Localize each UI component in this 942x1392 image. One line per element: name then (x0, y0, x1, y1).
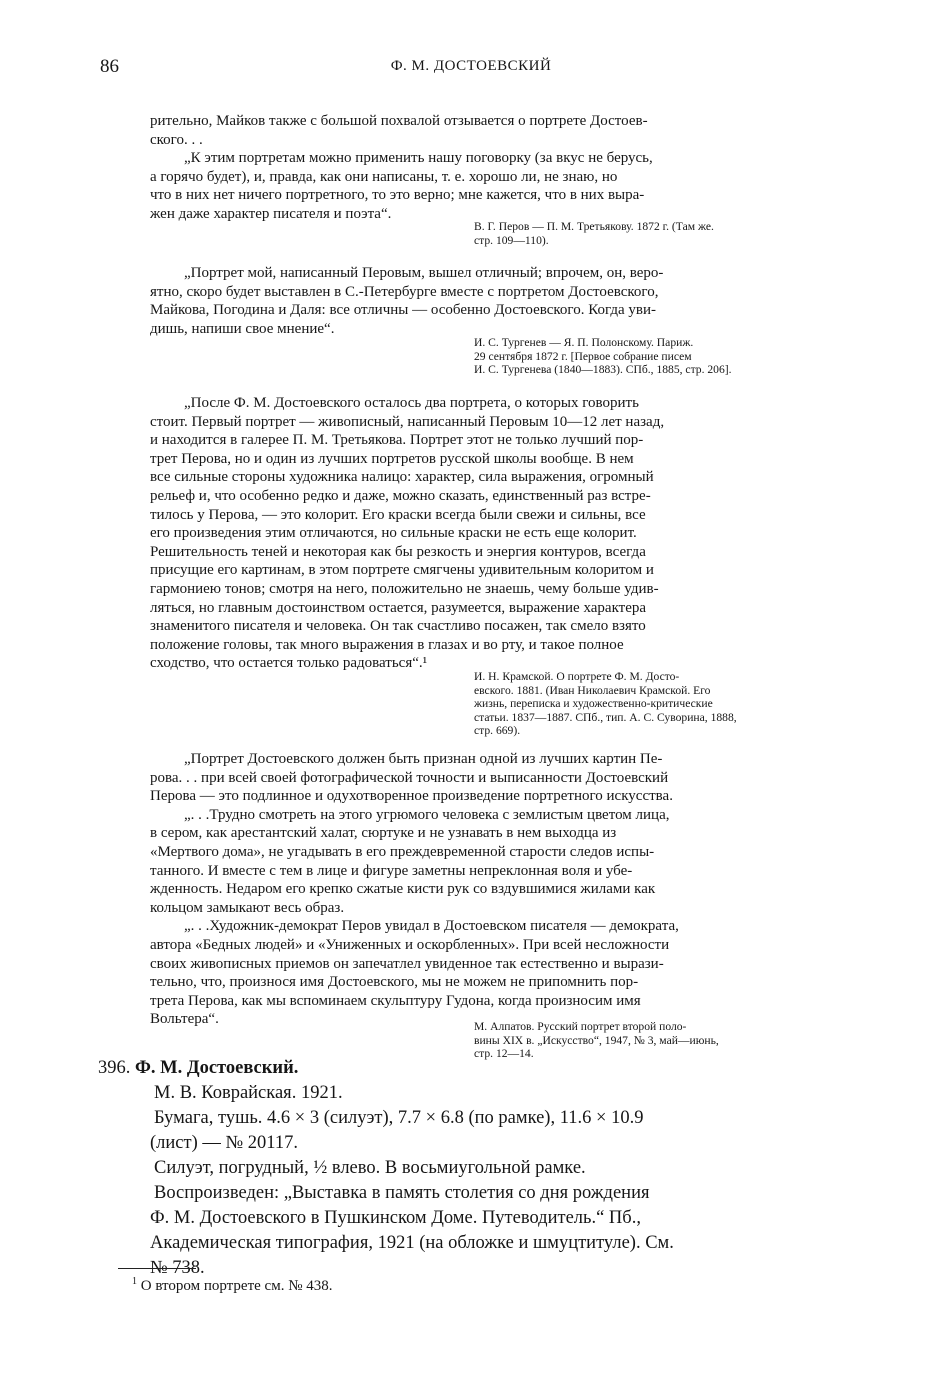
text-line: стоит. Первый портрет — живописный, написанный Перовым 10—12 лет назад, (150, 413, 665, 430)
text-line: рельеф и, что особенно редко и даже, можно сказать, единственный раз встре- (150, 487, 651, 504)
text-line: автора «Бедных людей» и «Униженных и оскорбленных». При всей несложности (150, 936, 670, 953)
entry-title: Ф. М. Достоевский. (135, 1058, 299, 1078)
quote-turgenev (150, 264, 846, 338)
text-line: а горячо будет), и, правда, как они написаны, т. е. хорошо ли, не знаю, но (150, 168, 618, 185)
text-line: тилось у Перова, — это колорит. Его краски всегда были свежи и сильны, все (150, 506, 646, 523)
entry-heading (98, 1056, 846, 1081)
quote-text (150, 264, 846, 338)
text-line: положение головы, так много выражения в глазах и во рту, и такое полное (150, 636, 624, 653)
text-line: жен даже характер писателя и поэта“. (150, 205, 392, 222)
quote-perov (150, 112, 846, 224)
source-line: стр. 109—110). (474, 233, 549, 247)
entry-description: Силуэт, погрудный, ½ влево. В восьмиугольной рамке. (154, 1158, 586, 1178)
text-line: ского. . . (150, 131, 203, 148)
entry-material: (лист) — № 20117. (150, 1133, 298, 1153)
text-line: и находится в галерее П. М. Третьякова. Портрет этот не только лучший пор- (150, 432, 644, 449)
text-line: гармониею тонов; смотря на него, положительно не знаешь, чему больше удив- (150, 580, 659, 597)
quote-source (474, 336, 846, 377)
quote-source (474, 670, 846, 738)
source-line: И. С. Тургенева (1840—1883). СПб., 1885, стр. 206]. (474, 363, 732, 377)
text-line: ятно, скоро будет выставлен в С.-Петербурге вместе с портретом Достоевского, (150, 283, 659, 300)
source-line: 29 сентября 1872 г. [Первое собрание писем (474, 349, 692, 363)
source-line: вины XIX в. „Искусство“, 1947, № 3, май—июнь, (474, 1033, 719, 1047)
text-line: ляться, но главным достоинством остается, разумеется, выражение характера (150, 599, 647, 616)
catalogue-entry (98, 1056, 846, 1281)
text-line: „. . .Трудно смотреть на этого угрюмого человека с землистым цветом лица, (184, 806, 670, 823)
quote-source (474, 1020, 846, 1061)
text-line: тельно, что, произнося имя Достоевского, мы не можем не припомнить пор- (150, 974, 639, 991)
source-line: И. С. Тургенев — Я. П. Полонскому. Париж. (474, 336, 694, 349)
text-line: „Портрет мой, написанный Перовым, вышел отличный; впрочем, он, веро- (184, 265, 664, 281)
text-line: трета Перова, как мы вспоминаем скульптуру Гудона, когда произносим имя (150, 992, 641, 1009)
text-line: „. . .Художник-демократ Перов увидал в Достоевском писателя — демократа, (184, 918, 679, 935)
text-line: Вольтера“. (150, 1011, 219, 1028)
entry-reproduced: Воспроизведен: „Выставка в память столетия со дня рождения (154, 1183, 650, 1203)
footnote-marker: 1 (132, 1276, 137, 1287)
source-line: жизнь, переписка и художественно-критические (474, 697, 713, 711)
entry-material: Бумага, тушь. 4.6 × 3 (силуэт), 7.7 × 6.8 (по рамке), 11.6 × 10.9 (154, 1108, 644, 1128)
text-line: рова. . . при всей своей фотографической точности и выписанности Достоевский (150, 769, 669, 786)
text-line: кольцом замыкают весь образ. (150, 899, 345, 916)
text-line: жденность. Недаром его крепко сжатые кисти рук со вздувшимися жилами как (150, 881, 656, 898)
text-line: рительно, Майков также с большой похвалой отзывается о портрете Достоев- (150, 113, 648, 129)
text-line: „После Ф. М. Достоевского осталось два портрета, о которых говорить (184, 395, 639, 411)
entry-number: 396. (98, 1058, 131, 1078)
entry-artist: М. В. Коврайская. 1921. (154, 1083, 343, 1103)
source-line: евского. 1881. (Иван Николаевич Крамской. Его (474, 683, 711, 697)
text-line: что в них нет ничего портретного, то это верно; мне кажется, что в них выра- (150, 187, 645, 204)
entry-reproduced: № 738. (150, 1258, 205, 1278)
text-line: Перова — это подлинное и одухотворенное произведение портретного искусства. (150, 788, 673, 805)
quote-paragraph (150, 917, 846, 1029)
source-line: М. Алпатов. Русский портрет второй поло- (474, 1020, 687, 1033)
text-line: танного. И вместе с тем в лице и фигуре заметны непреклонная воля и убе- (150, 862, 633, 879)
entry-reproduced: Академическая типография, 1921 (на обложке и шмуцтитуле). См. (150, 1233, 674, 1253)
text-line: трет Перова, но и один из лучших портретов русской школы вообще. В нем (150, 450, 634, 467)
source-line: статьи. 1837—1887. СПб., тип. А. С. Суворина, 1888, (474, 710, 737, 724)
source-line: И. Н. Крамской. О портрете Ф. М. Досто- (474, 670, 680, 683)
footnote-divider (118, 1268, 196, 1269)
quote-paragraph (150, 750, 846, 806)
running-title: Ф. М. ДОСТОЕВСКИЙ (390, 58, 552, 74)
text-line: сходство, что остается только радоваться“.¹ (150, 655, 428, 672)
text-line: „К этим портретам можно применить нашу поговорку (за вкус не берусь, (184, 150, 653, 167)
page-number: 86 (100, 56, 119, 77)
quote-text (150, 112, 846, 224)
text-line: его произведения этим отличаются, но сильные краски не есть еще колорит. (150, 525, 637, 542)
text-line: дишь, напиши свое мнение“. (150, 320, 335, 337)
source-line: стр. 12—14. (474, 1047, 534, 1061)
text-line: „Портрет Достоевского должен быть признан одной из лучших картин Пе- (184, 751, 663, 767)
footnote-text: О втором портрете см. № 438. (140, 1278, 333, 1294)
quote-text (150, 394, 846, 673)
footnote (132, 1276, 333, 1295)
text-line: знаменитого писателя и человека. Он так счастливо посажен, так смело взято (150, 618, 646, 635)
text-line: своих живописных приемов он запечатлел увиденное так естественно и вырази- (150, 955, 664, 972)
text-line: Майкова, Погодина и Даля: все отличны — особенно Достоевского. Когда уви- (150, 302, 657, 319)
text-line: присущие его картинам, в этом портрете смягчены удивительным колоритом и (150, 562, 654, 579)
quote-paragraph (150, 806, 846, 918)
quote-alpatov (150, 750, 846, 1029)
source-line: В. Г. Перов — П. М. Третьякову. 1872 г. (Там же. (474, 220, 714, 233)
text-line: «Мертвого дома», не угадывать в его преждевременной старости следов испы- (150, 843, 655, 860)
entry-reproduced: Ф. М. Достоевского в Пушкинском Доме. Путеводитель.“ Пб., (150, 1208, 641, 1228)
source-line: стр. 669). (474, 724, 521, 738)
text-line: все сильные стороны художника налицо: характер, сила выражения, огромный (150, 469, 654, 486)
text-line: Решительность теней и некоторая как бы резкость и энергия контуров, всегда (150, 543, 646, 560)
quote-source (474, 220, 846, 247)
text-line: в сером, как арестантский халат, сюртуке и не узнавать в нем выходца из (150, 825, 617, 842)
quote-kramskoy (150, 394, 846, 673)
